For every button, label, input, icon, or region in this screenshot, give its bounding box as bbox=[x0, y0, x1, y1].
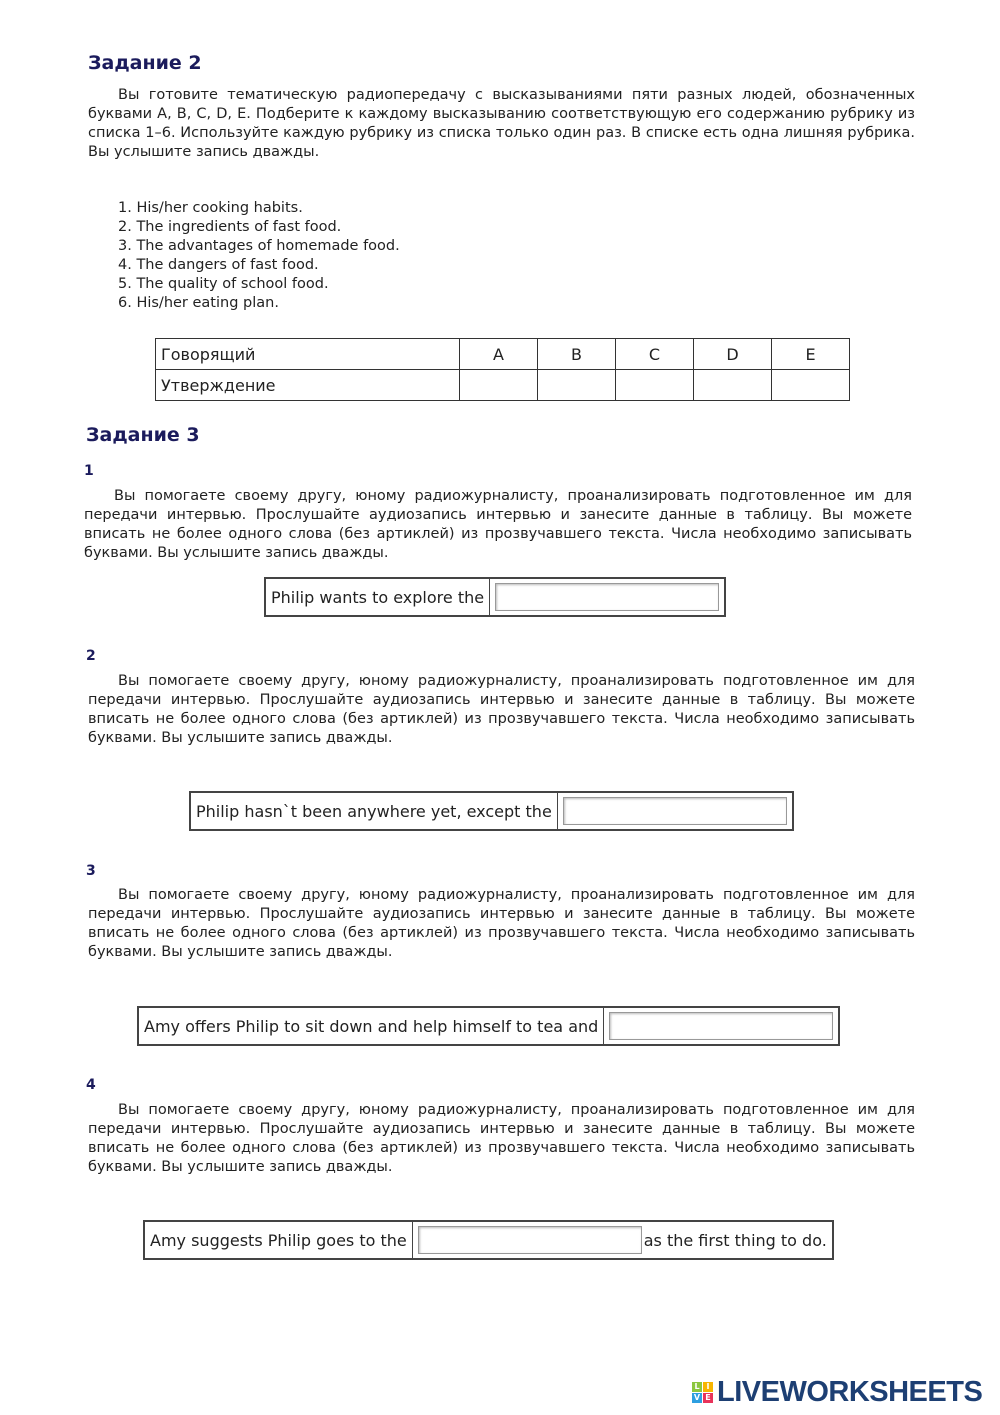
list-item: 3. The advantages of homemade food. bbox=[118, 238, 400, 254]
item-instructions: Вы помогаете своему другу, юному радиожурналисту, проанализировать подготовленное им для передачи интервью. Прослушайте аудиозапись интервью и занесите данные в таблицу. Вы можете вписать не более одного слова (без артиклей) из прозвучавшего текста. Числа необходимо записывать буквами. Вы услышите запись дважды. bbox=[84, 488, 912, 561]
item-prompt: Philip hasn`t been anywhere yet, except the bbox=[196, 801, 552, 821]
logo-icon: L I V E bbox=[692, 1382, 713, 1403]
item-number: 4 bbox=[86, 1077, 96, 1093]
row-label-statement: Утверждение bbox=[156, 370, 460, 401]
speaker-b: B bbox=[538, 339, 616, 370]
item-number: 2 bbox=[86, 648, 96, 664]
answer-grid bbox=[155, 338, 850, 401]
speaker-d: D bbox=[694, 339, 772, 370]
answer-cell-a[interactable] bbox=[460, 370, 538, 401]
list-item: 2. The ingredients of fast food. bbox=[118, 219, 342, 235]
item-prompt: Philip wants to explore the bbox=[271, 587, 485, 607]
task2-instructions: Вы готовите тематическую радиопередачу с высказываниями пяти разных людей, обозначенных буквами A, B, C, D, E. Подберите к каждому высказыванию соответствующую его содержанию рубрику из списка 1–6. Используйте каждую рубрику из списка только один раз. В списке есть одна лишняя рубрика. Вы услышите запись дважды. bbox=[88, 87, 915, 160]
item-suffix: as the first thing to do. bbox=[643, 1230, 827, 1250]
answer-input-1[interactable] bbox=[495, 583, 719, 611]
task2-title: Задание 2 bbox=[88, 52, 202, 74]
item-prompt: Amy suggests Philip goes to the bbox=[150, 1230, 407, 1250]
speaker-a: A bbox=[460, 339, 538, 370]
item-3-box bbox=[137, 1006, 840, 1046]
answer-cell-e[interactable] bbox=[772, 370, 850, 401]
item-4-box bbox=[143, 1220, 834, 1260]
item-2-box bbox=[189, 791, 794, 831]
list-item: 6. His/her eating plan. bbox=[118, 295, 279, 311]
answer-input-2[interactable] bbox=[563, 797, 787, 825]
task3-title: Задание 3 bbox=[86, 424, 200, 446]
item-number: 3 bbox=[86, 863, 96, 879]
liveworksheets-logo bbox=[692, 1376, 982, 1409]
logo-text: LIVEWORKSHEETS bbox=[717, 1376, 983, 1408]
list-item: 1. His/her cooking habits. bbox=[118, 200, 303, 216]
item-number: 1 bbox=[84, 463, 94, 479]
answer-cell-b[interactable] bbox=[538, 370, 616, 401]
list-item: 5. The quality of school food. bbox=[118, 276, 329, 292]
item-1-box bbox=[264, 577, 726, 617]
item-instructions: Вы помогаете своему другу, юному радиожурналисту, проанализировать подготовленное им для передачи интервью. Прослушайте аудиозапись интервью и занесите данные в таблицу. Вы можете вписать не более одного слова (без артиклей) из прозвучавшего текста. Числа необходимо записывать буквами. Вы услышите запись дважды. bbox=[88, 673, 915, 746]
answer-input-4[interactable] bbox=[418, 1226, 642, 1254]
answer-input-3[interactable] bbox=[609, 1012, 833, 1040]
options-list bbox=[118, 199, 400, 313]
list-item: 4. The dangers of fast food. bbox=[118, 257, 319, 273]
answer-cell-d[interactable] bbox=[694, 370, 772, 401]
speaker-c: C bbox=[616, 339, 694, 370]
speaker-e: E bbox=[772, 339, 850, 370]
row-label-speaker: Говорящий bbox=[156, 339, 460, 370]
answer-cell-c[interactable] bbox=[616, 370, 694, 401]
item-prompt: Amy offers Philip to sit down and help himself to tea and bbox=[144, 1016, 599, 1036]
item-instructions: Вы помогаете своему другу, юному радиожурналисту, проанализировать подготовленное им для передачи интервью. Прослушайте аудиозапись интервью и занесите данные в таблицу. Вы можете вписать не более одного слова (без артиклей) из прозвучавшего текста. Числа необходимо записывать буквами. Вы услышите запись дважды. bbox=[88, 887, 915, 960]
item-instructions: Вы помогаете своему другу, юному радиожурналисту, проанализировать подготовленное им для передачи интервью. Прослушайте аудиозапись интервью и занесите данные в таблицу. Вы можете вписать не более одного слова (без артиклей) из прозвучавшего текста. Числа необходимо записывать буквами. Вы услышите запись дважды. bbox=[88, 1102, 915, 1175]
